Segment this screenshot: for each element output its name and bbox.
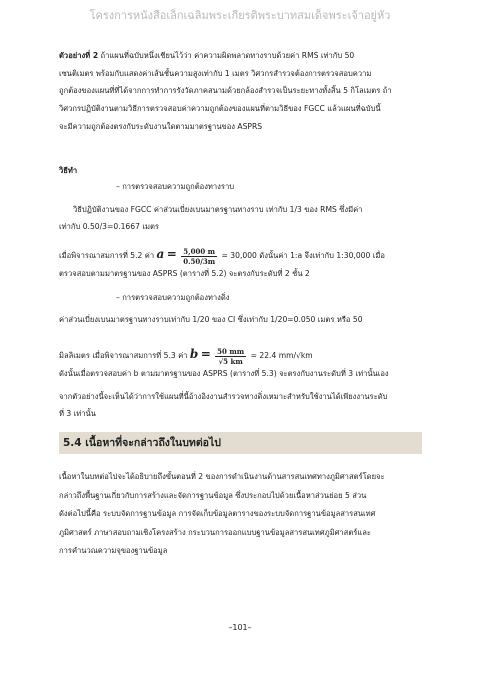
section-line: ภูมิศาสตร์ ภาษาสอบถามเชิงโครงสร้าง กระบวนการออกแบบฐานข้อมูลสารสนเทศภูมิศาสตร์และ bbox=[59, 527, 371, 537]
solution-asprs bbox=[59, 265, 421, 329]
vertical-check-heading: – การตรวจสอบความถูกต้องทางดิ่ง bbox=[116, 292, 230, 302]
section-heading: 5.4 เนื้อหาที่จะกล่าวถึงในบทต่อไป bbox=[59, 432, 422, 454]
vertical-line: ค่าส่วนเบี่ยงเบนมาตรฐานทางราบเท่ากับ 1/20 ของ CI ซึ่งเท่ากับ 1/20=0.050 เมตร หรือ 50 bbox=[59, 315, 363, 325]
section-line: การคำนวณความจุของฐานข้อมูล bbox=[59, 546, 168, 555]
example-line: จะมีความถูกต้องตรงกับระดับงานใดตามมาตรฐานของ ASPRS bbox=[59, 121, 263, 131]
page-number: –101– bbox=[228, 623, 252, 632]
fgcc-line: เท่ากับ 0.50/3=0.1667 เมตร bbox=[59, 222, 159, 232]
formula-a-prefix: เมื่อพิจารณาสมการที่ 5.2 ค่า bbox=[59, 251, 155, 260]
example-line bbox=[59, 47, 421, 65]
formula-a-equals: = bbox=[166, 247, 177, 261]
example-label: ตัวอย่างที่ 2 bbox=[59, 51, 99, 60]
section-line: กล่าวถึงพื้นฐานเกี่ยวกับการสร้างและจัดการฐานข้อมูล ซึ่งประกอบไปด้วยเนื้อหาส่วนย่อย 5 ส่วน bbox=[59, 490, 367, 500]
example-text: ถ้าแผนที่ฉบับหนึ่งเชียนไว้ว่า ค่าความผิดพลาดทางราบด้วยค่า RMS เท่ากับ 50 bbox=[98, 51, 355, 60]
horizontal-check-heading: – การตรวจสอบความถูกต้องทางราบ bbox=[116, 182, 235, 191]
formula-a-denominator: 0.50/3m bbox=[183, 256, 216, 266]
formula-b-suffix: = 22.4 mm/√km bbox=[250, 351, 313, 360]
formula-b-variable: b bbox=[189, 347, 199, 361]
formula-b-prefix: มิลลิเมตร เมื่อพิจารณาสมการที่ 5.3 ค่า bbox=[59, 351, 188, 360]
asprs-line: ตรวจสอบตามมาตรฐานของ ASPRS (ตารางที่ 5.2) จะตรงกับระดับที่ 2 ชั้น 2 bbox=[59, 269, 310, 278]
formula-b-fraction bbox=[215, 347, 246, 366]
fgcc-line: วิธีปฏิบัติงานของ FGCC ค่าส่วนเบี่ยงเบนมาตรฐานทางราบ เท่ากับ 1/3 ของ RMS ซึ่งมีค่า bbox=[73, 204, 363, 214]
formula-b-numerator: 50 mm bbox=[217, 346, 245, 356]
formula-a-fraction bbox=[181, 247, 217, 266]
section-line: ดังต่อไปนี้คือ ระบบจัดการฐานข้อมูล การจัดเก็บข้อมูลตารางของระบบจัดการฐานข้อมูลสารสนเทศ bbox=[59, 509, 376, 518]
section-paragraph bbox=[59, 468, 421, 561]
example-line: ถูกต้องของแผนที่ที่ได้จากการทำการรังวัดภาคสนามด้วยกล้องสำรวจเป็นระยะทางทั้งสิ้น 5 กิโลเมตร ถ้า bbox=[59, 86, 392, 96]
formula-a-variable: a bbox=[156, 247, 165, 261]
conclusion-line: ที่ 3 เท่านั้น bbox=[59, 409, 96, 419]
conclusion-line: ดังนั้นเมื่อตรวจสอบค่า b ตามมาตรฐานของ ASPRS (ตารางที่ 5.3) จะตรงกับงานระดับที่ 3 เท่านั้นเอง bbox=[59, 369, 389, 378]
example-paragraph bbox=[59, 47, 421, 136]
formula-a-suffix: = 30,000 ดังนั้นค่า 1:a จึงเท่ากับ 1:30,000 เมื่อ bbox=[221, 251, 385, 260]
example-line: เซนติเมตร พร้อมกับแสดงค่าเส้นชั้นความสูงเท่ากับ 1 เมตร วิศวกรสำรวจต้องการตรวจสอบความ bbox=[59, 68, 372, 78]
formula-b-denominator: √5 km bbox=[218, 356, 243, 366]
solution-title: วิธีทำ bbox=[59, 166, 78, 175]
conclusion-line: จากตัวอย่างนี้จะเห็นได้ว่าการใช้แผนที่นี้อ้างอิงงานสำรวจทางดิ่งเหมาะสำหรับใช้งานได้เพียงงานระดับ bbox=[59, 391, 388, 401]
solution-conclusion bbox=[59, 365, 421, 423]
solution-horizontal bbox=[59, 178, 421, 236]
section-line: เนื้อหาในบทต่อไปจะได้อธิบายถึงขั้นตอนที่ 2 ของการดำเนินงานด้านสารสนเทศทางภูมิศาสตร์โดยจะ bbox=[59, 472, 385, 481]
formula-b-equals: = bbox=[200, 347, 211, 361]
running-header: โครงการหนังสือเล็กเฉลิมพระเกียรติพระบาทสมเด็จพระเจ้าอยู่หัว bbox=[89, 9, 391, 22]
example-line: วิศวกรปฏิบัติงานตามวิธีการตรวจสอบค่าความถูกต้องของแผนที่ตามวิธีของ FGCC แล้วแผนที่ฉบับนี้ bbox=[59, 104, 381, 114]
formula-a-numerator: 5,000 m bbox=[181, 247, 217, 257]
